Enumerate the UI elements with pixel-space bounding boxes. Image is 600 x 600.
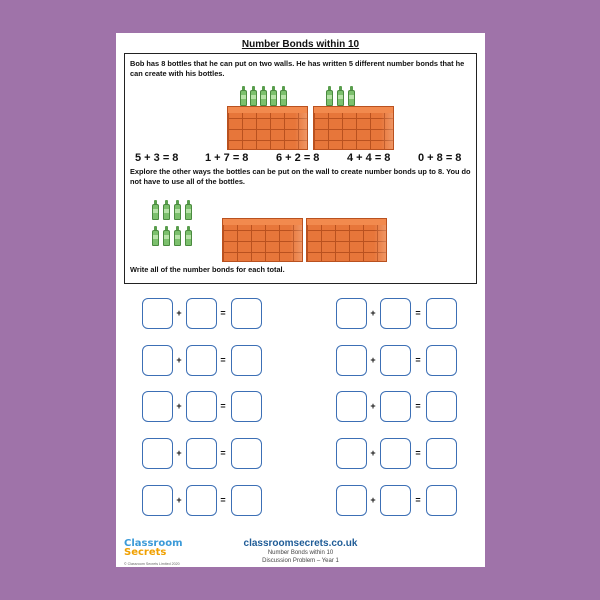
bottle-icon — [163, 226, 170, 246]
brick-wall-empty-right — [306, 218, 387, 262]
equals-sign: = — [220, 495, 226, 505]
answer-box[interactable] — [142, 391, 173, 422]
bottle-icon — [337, 86, 344, 106]
answer-grid — [116, 295, 485, 535]
brick-wall-left — [227, 106, 308, 150]
footer-resource-type: Discussion Problem – Year 1 — [262, 558, 339, 564]
footer — [116, 536, 485, 567]
answer-box[interactable] — [336, 485, 367, 516]
answer-box[interactable] — [426, 345, 457, 376]
bottle-icon — [326, 86, 333, 106]
copyright-text: © Classroom Secrets Limited 2020 — [124, 562, 180, 566]
answer-box[interactable] — [336, 438, 367, 469]
plus-sign: + — [176, 355, 182, 365]
plus-sign: + — [370, 401, 376, 411]
plus-sign: + — [176, 308, 182, 318]
bottle-icon — [174, 226, 181, 246]
equals-sign: = — [220, 401, 226, 411]
plus-sign: + — [370, 495, 376, 505]
bottle-icon — [152, 226, 159, 246]
answer-box[interactable] — [142, 438, 173, 469]
answer-box[interactable] — [231, 485, 262, 516]
bottle-icon — [250, 86, 257, 106]
bottle-icon — [240, 86, 247, 106]
brick-wall-empty-left — [222, 218, 303, 262]
bottle-icon — [185, 200, 192, 220]
plus-sign: + — [176, 401, 182, 411]
answer-box[interactable] — [380, 391, 411, 422]
worksheet-title: Number Bonds within 10 — [241, 39, 360, 50]
answer-box[interactable] — [142, 485, 173, 516]
equals-sign: = — [220, 308, 226, 318]
intro-text: Bob has 8 bottles that he can put on two walls. He has written 5 different number bonds that he can create with his bottles. — [130, 59, 465, 78]
equation: 4 + 4 = 8 — [347, 152, 391, 164]
answer-box[interactable] — [336, 391, 367, 422]
footer-subtitle: Number Bonds within 10 — [267, 550, 334, 556]
answer-box[interactable] — [336, 345, 367, 376]
equals-sign: = — [415, 308, 421, 318]
answer-box[interactable] — [380, 438, 411, 469]
plus-sign: + — [370, 308, 376, 318]
answer-box[interactable] — [426, 391, 457, 422]
discussion-problem-box — [124, 53, 477, 284]
bottle-icon — [152, 200, 159, 220]
answer-box[interactable] — [380, 485, 411, 516]
equation: 1 + 7 = 8 — [205, 152, 249, 164]
bottle-icon — [270, 86, 277, 106]
bottle-icon — [260, 86, 267, 106]
answer-box[interactable] — [186, 485, 217, 516]
equals-sign: = — [415, 355, 421, 365]
logo-text-line2: Secrets — [124, 547, 167, 558]
answer-box[interactable] — [426, 298, 457, 329]
plus-sign: + — [176, 448, 182, 458]
worksheet-page — [116, 33, 485, 567]
answer-box[interactable] — [231, 298, 262, 329]
plus-sign: + — [370, 448, 376, 458]
instruction-text: Write all of the number bonds for each total. — [130, 265, 285, 274]
answer-box[interactable] — [142, 298, 173, 329]
answer-box[interactable] — [186, 345, 217, 376]
equals-sign: = — [415, 448, 421, 458]
answer-box[interactable] — [426, 438, 457, 469]
answer-box[interactable] — [336, 298, 367, 329]
equals-sign: = — [220, 355, 226, 365]
bottle-icon — [348, 86, 355, 106]
answer-box[interactable] — [380, 298, 411, 329]
equals-sign: = — [415, 495, 421, 505]
explore-text: Explore the other ways the bottles can be put on the wall to create number bonds up to 8. You do not have to use all of the bottles. — [130, 167, 471, 186]
equations-row — [135, 152, 465, 166]
brick-wall-right — [313, 106, 394, 150]
equation: 0 + 8 = 8 — [418, 152, 462, 164]
bottle-icon — [174, 200, 181, 220]
answer-box[interactable] — [186, 298, 217, 329]
answer-box[interactable] — [186, 438, 217, 469]
answer-box[interactable] — [426, 485, 457, 516]
answer-box[interactable] — [186, 391, 217, 422]
equation: 6 + 2 = 8 — [276, 152, 320, 164]
website-link[interactable]: classroomsecrets.co.uk — [243, 538, 358, 549]
bottle-icon — [185, 226, 192, 246]
bottle-icon — [280, 86, 287, 106]
answer-box[interactable] — [231, 438, 262, 469]
answer-box[interactable] — [142, 345, 173, 376]
equals-sign: = — [220, 448, 226, 458]
plus-sign: + — [176, 495, 182, 505]
logo-text-line1: Classroom — [124, 538, 183, 549]
answer-box[interactable] — [231, 391, 262, 422]
equation: 5 + 3 = 8 — [135, 152, 179, 164]
plus-sign: + — [370, 355, 376, 365]
answer-box[interactable] — [380, 345, 411, 376]
answer-box[interactable] — [231, 345, 262, 376]
equals-sign: = — [415, 401, 421, 411]
bottle-icon — [163, 200, 170, 220]
